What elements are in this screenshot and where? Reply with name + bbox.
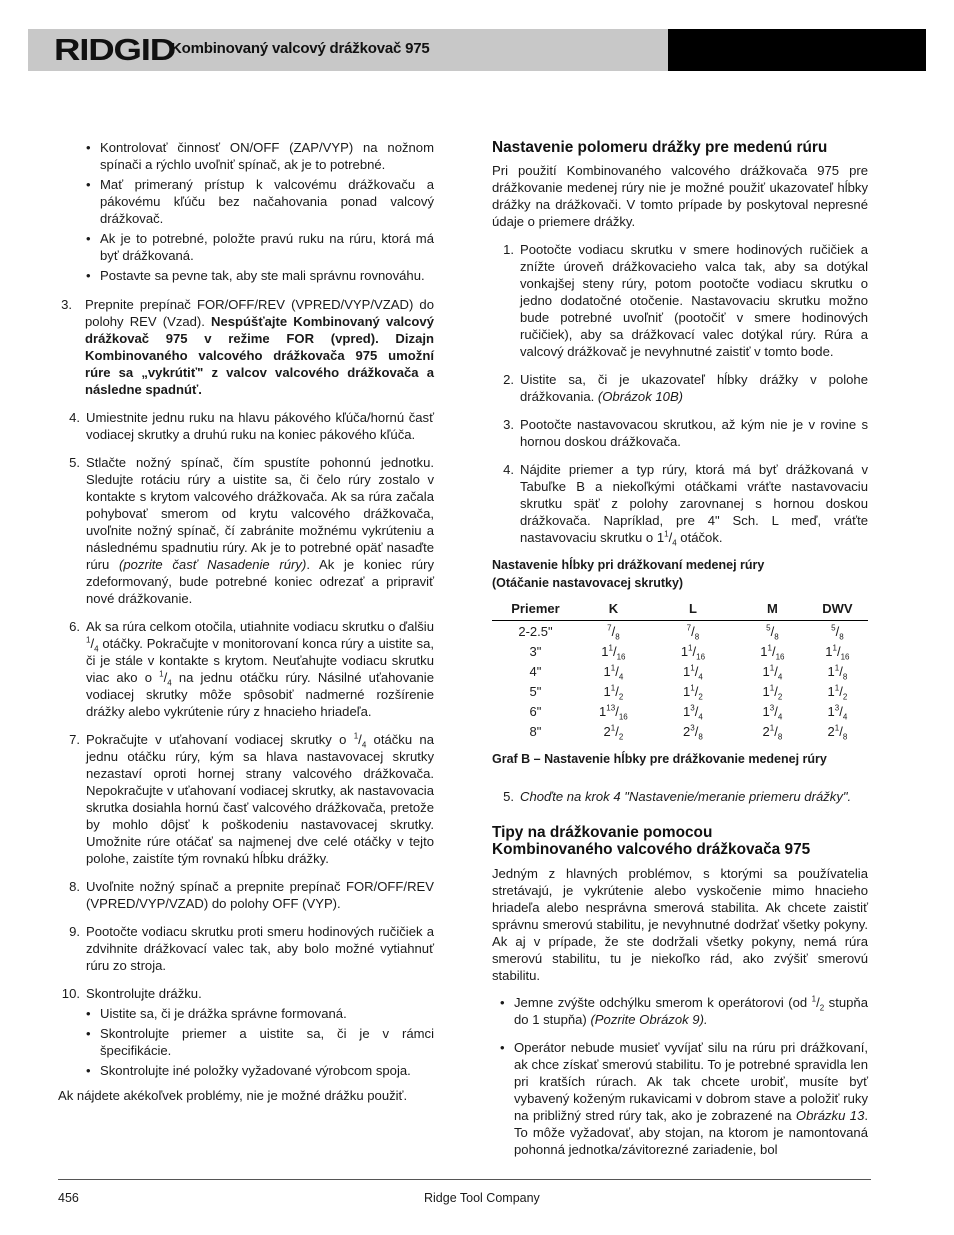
step-3: 3. Prepnite prepínač FOR/OFF/REV (VPRED/VYP/VZAD) do polohy REV (Vzad). Nespúšťajte Kombinovaný valcový drážkovač 975 v režime FOR (vpred). Dizajn Kombinovaného valcového drážkovača 975 umožní rúre sa „vykrútiť" z valcov valcového drážkovača a následne spadnúť. [61, 297, 434, 397]
header-title: Kombinovaný valcový drážkovač 975 [171, 40, 430, 57]
table-cell: $1^3/_4$ [683, 703, 703, 722]
step-10: 10. Skontrolujte drážku. [61, 986, 202, 1001]
bullet-list-top [86, 139, 434, 284]
table-cell: $1^3/_4$ [827, 703, 848, 722]
step-4: 4. Umiestnite jednu ruku na hlavu pákového kľúča/hornú časť vodiacej skrutky a druhú ruku na koniec pákového kľúča. [69, 410, 434, 442]
copper-depth-table [492, 596, 868, 741]
table-cell: $2^1/_8$ [762, 723, 783, 742]
table-cell-size: 6" [529, 703, 542, 719]
table-title: Nastavenie hĺbky pri drážkovaní medenej rúry (Otáčanie nastavovacej skrutky) [492, 558, 765, 590]
left-column [58, 139, 434, 1104]
tips-list [500, 994, 868, 1158]
list-item: • Skontrolujte iné položky vyžadované výrobcom spoja. [86, 1062, 434, 1079]
table-cell: $1^1/_2$ [827, 683, 848, 702]
table-cell-size: 2-2.5" [518, 623, 553, 639]
table-header: K [608, 600, 619, 616]
section-heading-tips: Tipy na drážkovanie pomocou Kombinovaného valcového drážkovača 975 [492, 824, 811, 858]
table-cell: $1^1/_{16}$ [760, 643, 785, 662]
table-cell-size: 4" [529, 663, 542, 679]
ridgid-logo: RIDGID [54, 32, 175, 67]
step-7: 7. Pokračujte v uťahovaní vodiacej skrutky o $^1/_4$ otáčku na jednu otáčku rúry, kým sa hlava nastavovacej skrutky nezastaví oproti hornej strany valcového drážkovača. Nepokračujte v uťahovaní vodiacej skrutky, ak nastavovacia skrutka dosiahla hornú časť valcového drážkovača, pretože by mohlo dôjsť k poškodeniu nastavovacej skrutky. Umožnite rúre otáčať sa najmenej dve celé otáčky v tejto polohe, zaistíte tým rovnakú hĺbku drážky. [69, 731, 434, 866]
step-9: 9. Pootočte vodiacu skrutku proti smeru hodinových ručičiek a zdvihnite drážkovací valec tak, aby bolo možné vytiahnuť rúru zo stroja. [69, 924, 434, 973]
table-cell: $1^1/_{16}$ [680, 643, 706, 662]
table-cell: $^5/_8$ [766, 623, 779, 642]
table-row [492, 701, 868, 721]
table-cell: $1^1/_4$ [762, 663, 783, 682]
table-cell: $1^3/_4$ [762, 703, 783, 722]
table-cell: $1^1/_2$ [603, 683, 624, 702]
step-5: 5. Stlačte nožný spínač, čím spustíte pohonnú jednotku. Sledujte rotáciu rúry a uistite sa, či čelo rúry zostalo v kontakte s krytom valcového drážkovača. Ak sa rúra začala pohybovať smerom od krytu valcového drážkovača, uvoľnite nožný spínač, čí zabránite možnému vykrúteniu a následnému spadnutiu rúry. Ak je to potrebné opäť nasaďte rúru (pozrite časť Nasadenie rúry). Ak je koniec rúry zdeformovaný, bude potrebné koniec odrezať a pripraviť nové drážkovanie. [69, 455, 434, 606]
step-8: 8. Uvoľnite nožný spínač a prepnite prepínač FOR/OFF/REV (VPRED/VYP/VZAD) do polohy OFF (VYP). [69, 879, 434, 911]
table-cell-size: 5" [529, 683, 542, 699]
table-cell: $2^1/_8$ [827, 723, 848, 742]
right-column [492, 139, 868, 1161]
copper-step-1: 1. Pootočte vodiacu skrutku v smere hodinových ručičiek a znížte úroveň drážkovacieho valca tak, aby sa dotýkal vonkajšej steny rúry, potom pootočte vodiacu skrutku o jedno dodatočné otočenie. Nastavovaciu skrutku možno bude potrebné uvoľniť (pootočiť v smere hodinových ručičiek), aby sa drážkovací valec dotýkal rúry. Rúra a valcový drážkovač je nevyhnutné zaistiť v tomto bode. [503, 242, 868, 359]
table-cell: $^7/_8$ [686, 623, 700, 642]
table-cell: $^7/_8$ [607, 623, 620, 642]
table-row [492, 621, 868, 642]
page-header [28, 29, 926, 71]
table-cell-size: 8" [529, 723, 542, 739]
list-item: • Postavte sa pevne tak, aby ste mali správnu rovnováhu. [86, 267, 434, 284]
page-number: 456 [58, 1191, 79, 1205]
table-cell: $1^1/_4$ [683, 663, 703, 682]
closing-text: Ak nájdete akékoľvek problémy, nie je možné drážku použiť. [58, 1088, 408, 1103]
table-cell: $2^3/_8$ [683, 723, 703, 742]
table-header: Priemer [511, 600, 560, 616]
step-6: 6. Ak sa rúra celkom otočila, utiahnite vodiacu skrutku o ďalšiu $^1/_4$ otáčky. Pokračujte v monitorovaní konca rúry a uistite sa, či je stále v kontakte s krytom. Neuťahujte vodiacu skrutku viac ako o $^1/_4$ na jednu otáčku rúry. Násilné uťahovanie vodiacej skrutky môže spôsobiť nadmerné rozšírenie drážky alebo vykrútenie rúry z hnacieho hriadeľa. [69, 619, 435, 719]
table-cell: $1^1/_{16}$ [601, 643, 626, 662]
list-item: • Kontrolovať činnosť ON/OFF (ZAP/VYP) na nožnom spínači a rýchlo uvoľniť spínač, ak je to potrebné. [86, 139, 434, 173]
copper-step-2: 2. Uistite sa, či je ukazovateľ hĺbky drážky v polohe drážkovania. (Obrázok 10B) [503, 372, 868, 404]
header-black-band [668, 29, 926, 71]
bullet-list-10 [86, 1005, 434, 1079]
footer-company: Ridge Tool Company [424, 1191, 540, 1205]
table-cell: $1^1/_2$ [762, 683, 783, 702]
table-row [492, 721, 868, 741]
table-row [492, 681, 868, 701]
list-item: • Operátor nebude musieť vyvíjať silu na rúru pri drážkovaní, ak chce získať smerovú stabilitu. To je potrebné spravidla len pri kratších rúrach. Ak tak chcete urobiť, musíte byť vybavený koženým rukavicami v dobrom stave a položiť ruky na približný stred rúry tak, ako je zobrazené na Obrázku 13. To môže vyžadovať, aby stojan, na ktorom je namontovaná pohonná jednotka/závitorezné zariadenie, bol [500, 1039, 868, 1158]
table-header: DWV [822, 600, 853, 616]
table-header: L [688, 600, 697, 616]
table-header: M [766, 600, 778, 616]
section-heading-copper: Nastavenie polomeru drážky pre medenú rúru [492, 139, 828, 156]
table-cell-size: 3" [529, 643, 542, 659]
copper-intro: Pri použití Kombinovaného valcového drážkovača 975 pre drážkovanie medenej rúry nie je možné použiť ukazovateľ hĺbky drážky na drážkovači. V tomto prípade by poskytoval nepresné údaje o priemere drážky. [492, 163, 868, 229]
table-header-row [492, 596, 868, 621]
table-row [492, 661, 868, 681]
warning-text: Nespúšťajte Kombinovaný valcový drážkovač 975 v režime FOR (vpred). Dizajn Kombinovaného valcového drážkovača 975 umožní rúre sa „vykrútiť" z valcov valcového drážkovača a následne spadnúť. [85, 314, 434, 397]
table-cell: $1^{13}/_{16}$ [599, 703, 628, 722]
list-item: • Ak je to potrebné, položte pravú ruku na rúru, ktorá má byť drážkovaná. [86, 230, 434, 264]
footer-rule [58, 1179, 871, 1180]
table-row [492, 641, 868, 661]
copper-step-4: 4. Nájdite priemer a typ rúry, ktorá má byť drážkovaná v Tabuľke B a niekoľkými otáčkami vráťte nastavovaciu skrutku späť z polohy zarovnanej s hornou doskou drážkovača. Napríklad, pre 4" Sch. L meď, vráťte nastavovaciu skrutku o $1^1/_4$ otáčok. [503, 462, 868, 548]
list-item: • Skontrolujte priemer a uistite sa, či je v rámci špecifikácie. [86, 1025, 434, 1059]
table-cell: $1^1/_8$ [827, 663, 848, 682]
table-cell: $2^1/_2$ [603, 723, 624, 742]
table-cell: $1^1/_4$ [603, 663, 624, 682]
tips-intro: Jedným z hlavných problémov, s ktorými sa používatelia stretávajú, je vykrútenie alebo vyskočenie mimo hnacieho hriadeľa alebo nesprávna smerová stabilita. Ak chcete zaistiť správnu smerovú stabilitu, je nevyhnutné dodržať všetky pokyny. Ak aj v prípade, že ste dodržali všetky pokyny, nemá rúra smerovú stabilitu, tu je niekoľko rád, ako zvýšiť smerovú stabilitu. [492, 866, 868, 983]
list-item: • Uistite sa, či je drážka správne formovaná. [86, 1005, 434, 1022]
table-cell: $^5/_8$ [831, 623, 844, 642]
copper-step-3: 3. Pootočte nastavovacou skrutkou, až kým nie je v rovine s hornou doskou drážkovača. [503, 417, 868, 449]
table-cell: $1^1/_2$ [683, 683, 703, 702]
table-caption: Graf B – Nastavenie hĺbky pre drážkovanie medenej rúry [492, 752, 827, 766]
table-cell: $1^1/_{16}$ [825, 643, 850, 662]
list-item: • Mať primeraný prístup k valcovému drážkovaču a pákovému kľúču bez načahovania ponad valcový drážkovač. [86, 176, 434, 227]
list-item: • Jemne zvýšte odchýlku smerom k operátorovi (od $^1/_2$ stupňa do 1 stupňa) (Pozrite Obrázok 9). [500, 994, 868, 1028]
copper-step-5: 5. Choďte na krok 4 "Nastavenie/meranie priemeru drážky". [503, 789, 852, 804]
